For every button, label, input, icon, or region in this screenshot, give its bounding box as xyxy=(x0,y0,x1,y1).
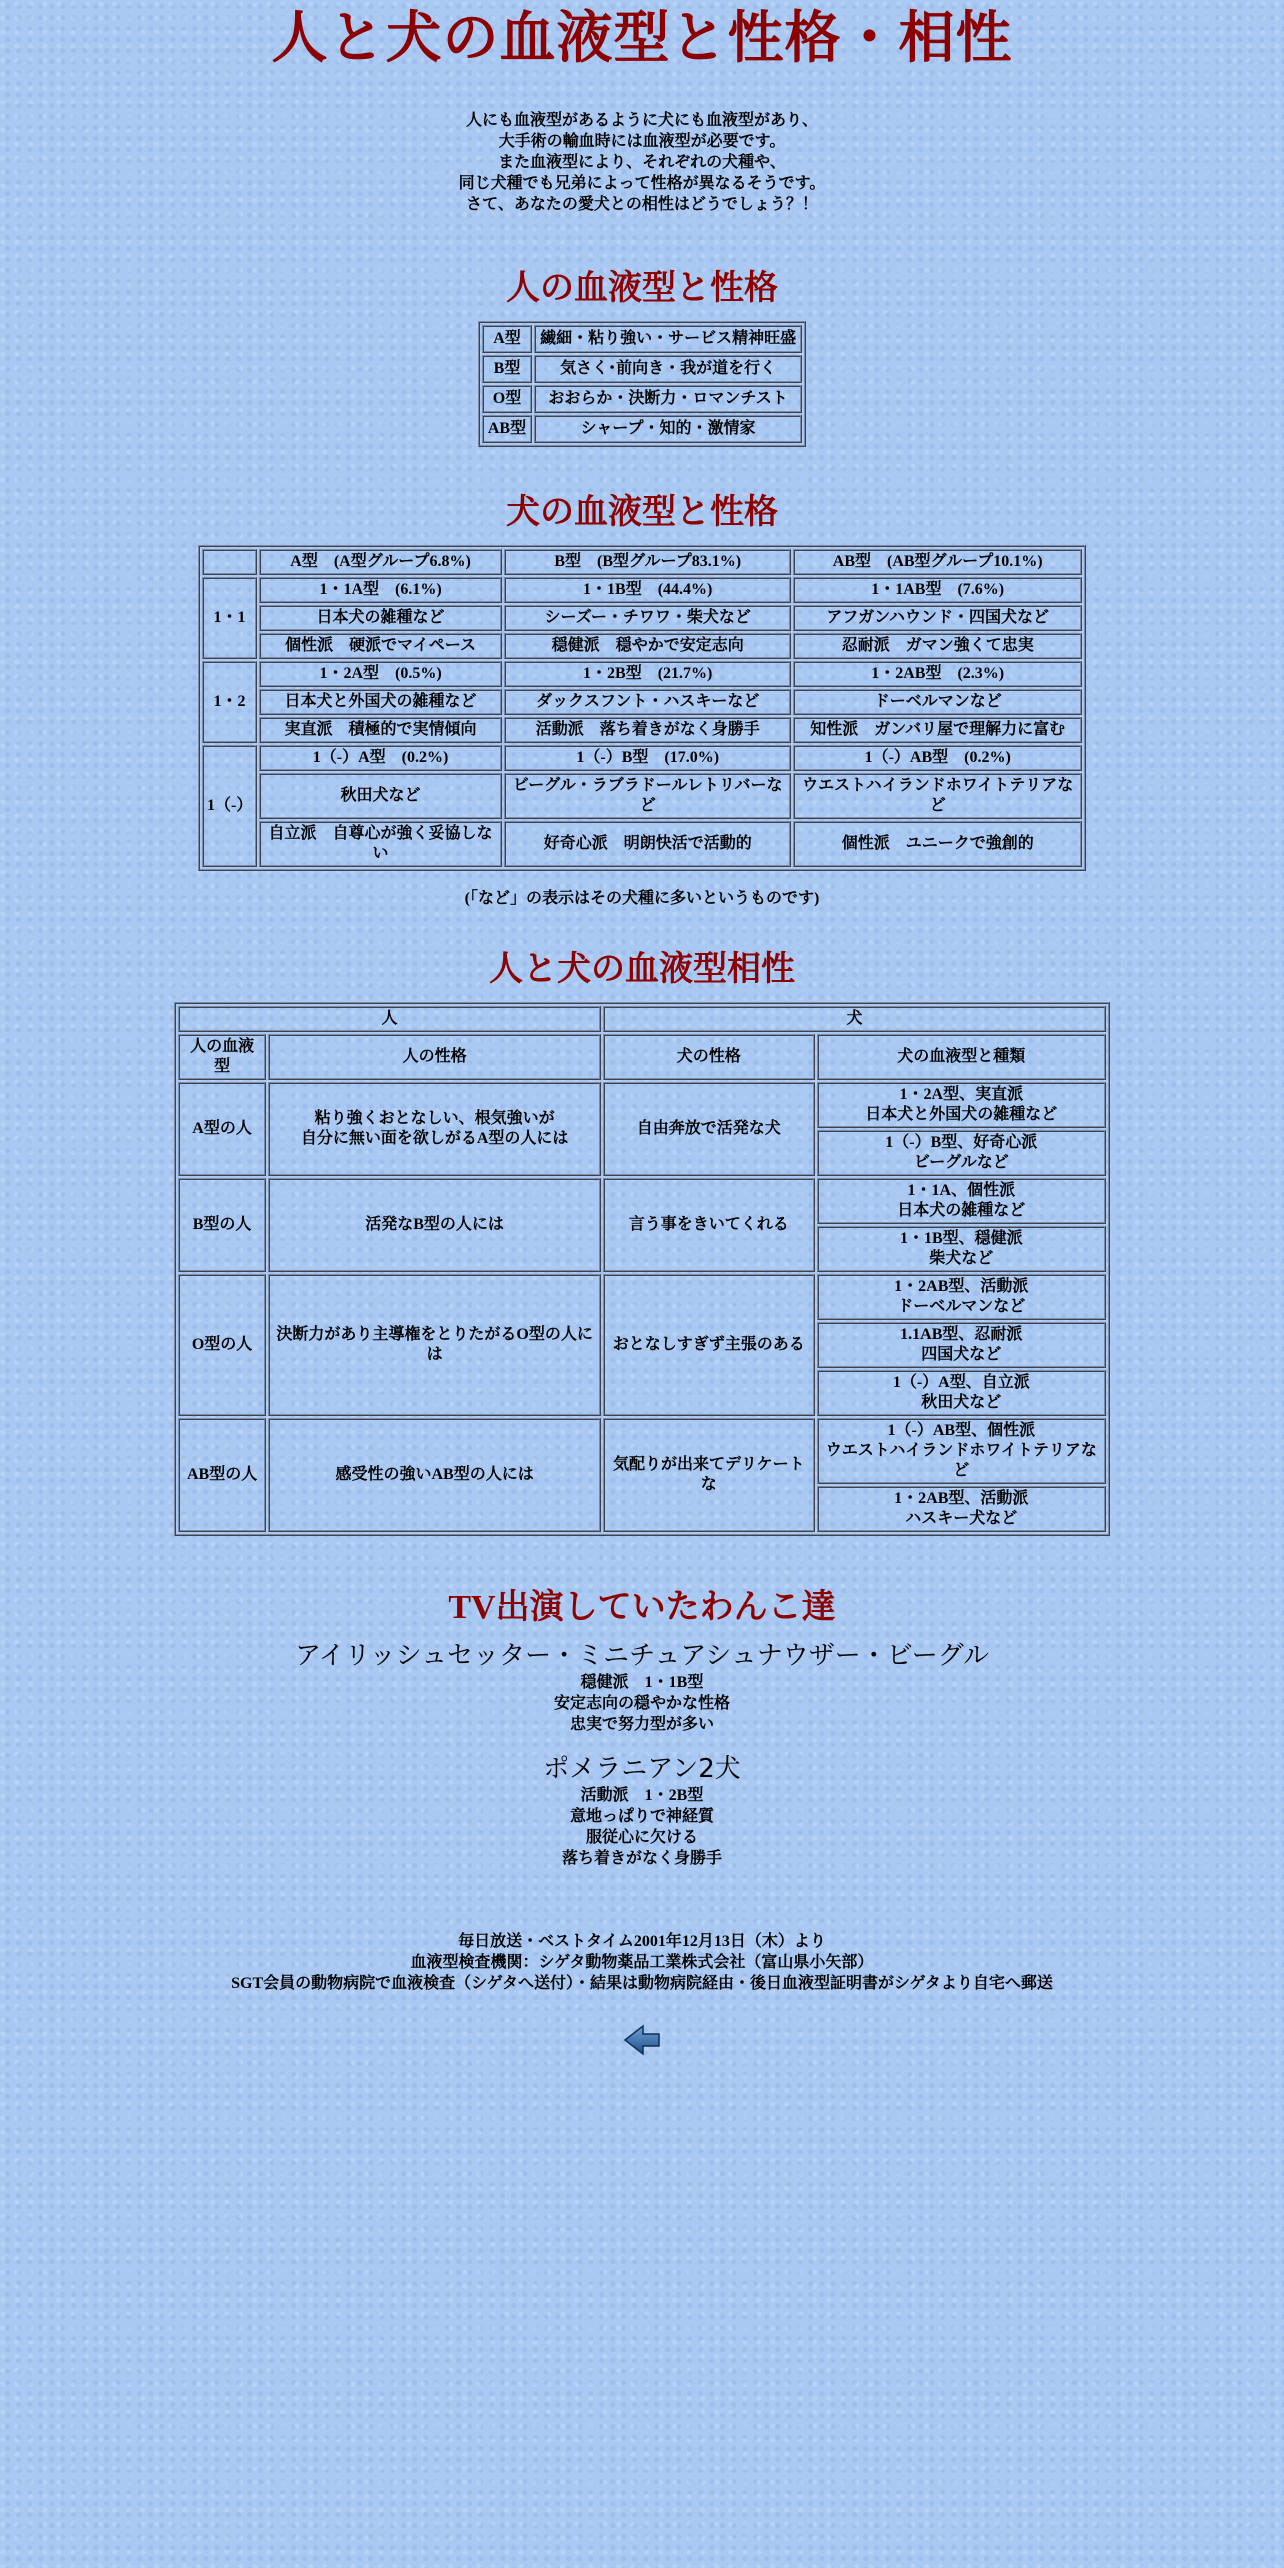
intro-text xyxy=(0,110,1284,215)
compat-dog-type: 1・2AB型、活動派 ハスキー犬など xyxy=(817,1486,1106,1532)
dog-cell: 1・1B型 (44.4%) xyxy=(504,577,791,603)
compat-dog-type: 1（-）A型、自立派 秋田犬など xyxy=(817,1370,1106,1416)
compat-dog-type: 1・1B型、穏健派 柴犬など xyxy=(817,1226,1106,1272)
human-trait: 気さく･前向き・我が道を行く xyxy=(534,355,802,383)
table-row xyxy=(202,821,1082,867)
compat-dog-type: 1・2AB型、活動派 ドーベルマンなど xyxy=(817,1274,1106,1320)
intro-line: また血液型により、それぞれの犬種や、 xyxy=(498,154,786,171)
table-row xyxy=(202,717,1082,743)
dog-cell: 個性派 ユニークで強創的 xyxy=(793,821,1082,867)
intro-line: 人にも血液型があるように犬にも血液型があり、 xyxy=(465,112,818,129)
tv-dog-name: ポメラニアン2犬 xyxy=(543,1754,741,1784)
human-section-heading: 人の血液型と性格 xyxy=(506,270,778,307)
table-row xyxy=(482,325,802,353)
compat-table xyxy=(174,1002,1110,1536)
group-header-human: 人 xyxy=(178,1006,601,1032)
compat-dog-trait: 気配りが出来てデリケートな xyxy=(603,1418,815,1532)
intro-line: さて、あなたの愛犬との相性はどうでしょう？！ xyxy=(466,196,818,213)
footer-line: 毎日放送・ベストタイム2001年12月13日（木）より xyxy=(458,1933,826,1950)
corner-cell xyxy=(202,549,257,575)
dog-cell: ダックスフント・ハスキーなど xyxy=(504,689,791,715)
dog-cell: 活動派 落ち着きがなく身勝手 xyxy=(504,717,791,743)
group-header-dog: 犬 xyxy=(603,1006,1106,1032)
back-link[interactable] xyxy=(623,2024,661,2061)
human-blood-table xyxy=(478,321,806,447)
tv-dog-group xyxy=(0,1753,1284,1869)
human-blood-type: B型 xyxy=(482,355,532,383)
dog-cell: シーズー・チワワ・柴犬など xyxy=(504,605,791,631)
compat-human-type: B型の人 xyxy=(178,1178,266,1272)
compat-dog-type: 1（-）AB型、個性派 ウエストハイランドホワイトテリアなど xyxy=(817,1418,1106,1484)
table-row xyxy=(178,1082,1106,1128)
compat-dog-type: 1（-）B型、好奇心派 ビーグルなど xyxy=(817,1130,1106,1176)
compat-dog-trait: 自由奔放で活発な犬 xyxy=(603,1082,815,1176)
compat-human-trait: 感受性の強いAB型の人には xyxy=(268,1418,601,1532)
dog-cell: 1・2A型 (0.5%) xyxy=(259,661,502,687)
dog-cell: 1（-）A型 (0.2%) xyxy=(259,745,502,771)
dog-group-label: 1・2 xyxy=(202,661,257,743)
compat-human-type: O型の人 xyxy=(178,1274,266,1416)
tv-dog-trait: 忠実で努力型が多い xyxy=(569,1716,714,1733)
dog-cell: 日本犬の雑種など xyxy=(259,605,502,631)
compat-human-trait: 決断力があり主導権をとりたがるO型の人には xyxy=(268,1274,601,1416)
dog-blood-table xyxy=(198,545,1086,871)
compat-dog-type: 1.1AB型、忍耐派 四国犬など xyxy=(817,1322,1106,1368)
dog-group-label: 1・1 xyxy=(202,577,257,659)
intro-line: 大手術の輸血時には血液型が必要です。 xyxy=(498,133,786,150)
dog-cell: ウエストハイランドホワイトテリアなど xyxy=(793,773,1082,819)
page-title: 人と犬の血液型と性格・相性 xyxy=(271,8,1013,70)
dog-cell: 個性派 硬派でマイペース xyxy=(259,633,502,659)
table-row xyxy=(202,577,1082,603)
table-row xyxy=(202,745,1082,771)
table-header-row xyxy=(178,1006,1106,1032)
compat-human-trait: 粘り強くおとなしい、根気強いが 自分に無い面を欲しがるA型の人には xyxy=(268,1082,601,1176)
dog-cell: 穏健派 穏やかで安定志向 xyxy=(504,633,791,659)
table-row xyxy=(202,661,1082,687)
column-header: 人の血液型 xyxy=(178,1034,266,1080)
table-row xyxy=(178,1178,1106,1224)
compat-dog-trait: 言う事をきいてくれる xyxy=(603,1178,815,1272)
table-row xyxy=(482,415,802,443)
dog-group-label: 1（-） xyxy=(202,745,257,867)
human-trait: シャープ・知的・激情家 xyxy=(534,415,802,443)
tv-dog-trait: 穏健派 1・1B型 xyxy=(580,1674,704,1691)
table-row xyxy=(482,385,802,413)
table-row xyxy=(202,689,1082,715)
intro-line: 同じ犬種でも兄弟によって性格が異なるそうです。 xyxy=(458,175,826,192)
footer-line: SGT会員の動物病院で血液検査（シゲタへ送付）・結果は動物病院経由・後日血液型証明書がシゲタより自宅へ郵送 xyxy=(231,1975,1053,1992)
dog-cell: 忍耐派 ガマン強くて忠実 xyxy=(793,633,1082,659)
table-row xyxy=(178,1418,1106,1484)
dog-cell: 実直派 積極的で実情傾向 xyxy=(259,717,502,743)
column-header: 犬の性格 xyxy=(603,1034,815,1080)
table-row xyxy=(178,1274,1106,1320)
footer-line: 血液型検査機関：シゲタ動物薬品工業株式会社（富山県小矢部） xyxy=(410,1954,874,1971)
tv-dog-trait: 落ち着きがなく身勝手 xyxy=(561,1850,722,1867)
dog-cell: 知性派 ガンバリ屋で理解力に富む xyxy=(793,717,1082,743)
tv-dog-name: アイリッシュセッター・ミニチュアシュナウザー・ビーグル xyxy=(295,1641,989,1671)
table-row xyxy=(202,773,1082,819)
tv-dog-group xyxy=(0,1640,1284,1735)
table-header-row xyxy=(178,1034,1106,1080)
tv-dog-trait: 活動派 1・2B型 xyxy=(580,1787,704,1804)
dog-group-header: B型 (B型グループ83.1%) xyxy=(504,549,791,575)
table-row xyxy=(482,355,802,383)
dog-table-note: (「など」の表示はその犬種に多いというものです) xyxy=(464,890,820,907)
compat-human-trait: 活発なB型の人には xyxy=(268,1178,601,1272)
dog-cell: ビーグル・ラブラドールレトリバーなど xyxy=(504,773,791,819)
human-trait: おおらか・決断力・ロマンチスト xyxy=(534,385,802,413)
dog-group-header: AB型 (AB型グループ10.1%) xyxy=(793,549,1082,575)
column-header: 人の性格 xyxy=(268,1034,601,1080)
compat-dog-type: 1・2A型、実直派 日本犬と外国犬の雑種など xyxy=(817,1082,1106,1128)
dog-cell: 秋田犬など xyxy=(259,773,502,819)
dog-cell: 自立派 自尊心が強く妥協しない xyxy=(259,821,502,867)
table-row xyxy=(202,633,1082,659)
compat-dog-type: 1・1A、個性派 日本犬の雑種など xyxy=(817,1178,1106,1224)
dog-section-heading: 犬の血液型と性格 xyxy=(506,494,778,531)
compat-human-type: A型の人 xyxy=(178,1082,266,1176)
dog-group-header: A型 (A型グループ6.8%) xyxy=(259,549,502,575)
human-blood-type: AB型 xyxy=(482,415,532,443)
dog-cell: 好奇心派 明朗快活で活動的 xyxy=(504,821,791,867)
dog-cell: 1（-）B型 (17.0%) xyxy=(504,745,791,771)
dog-cell: 1・1AB型 (7.6%) xyxy=(793,577,1082,603)
table-header-row xyxy=(202,549,1082,575)
dog-cell: 日本犬と外国犬の雑種など xyxy=(259,689,502,715)
footer-credits xyxy=(0,1931,1284,1994)
human-trait: 繊細・粘り強い・サービス精神旺盛 xyxy=(534,325,802,353)
dog-cell: 1・2B型 (21.7%) xyxy=(504,661,791,687)
tv-dog-trait: 安定志向の穏やかな性格 xyxy=(553,1695,730,1712)
compat-dog-trait: おとなしすぎず主張のある xyxy=(603,1274,815,1416)
compat-section-heading: 人と犬の血液型相性 xyxy=(489,951,795,988)
human-blood-type: A型 xyxy=(482,325,532,353)
table-row xyxy=(202,605,1082,631)
back-arrow-icon xyxy=(623,2024,661,2056)
tv-dog-trait: 意地っぱりで神経質 xyxy=(569,1808,714,1825)
tv-dog-list xyxy=(0,1640,1284,1869)
dog-cell: ドーベルマンなど xyxy=(793,689,1082,715)
compat-human-type: AB型の人 xyxy=(178,1418,266,1532)
tv-dog-trait: 服従心に欠ける xyxy=(585,1829,698,1846)
dog-cell: アフガンハウンド・四国犬など xyxy=(793,605,1082,631)
dog-cell: 1・2AB型 (2.3%) xyxy=(793,661,1082,687)
tv-section-heading: TV出演していたわんこ達 xyxy=(448,1589,836,1626)
column-header: 犬の血液型と種類 xyxy=(817,1034,1106,1080)
human-blood-type: O型 xyxy=(482,385,532,413)
dog-cell: 1（-）AB型 (0.2%) xyxy=(793,745,1082,771)
dog-cell: 1・1A型 (6.1%) xyxy=(259,577,502,603)
